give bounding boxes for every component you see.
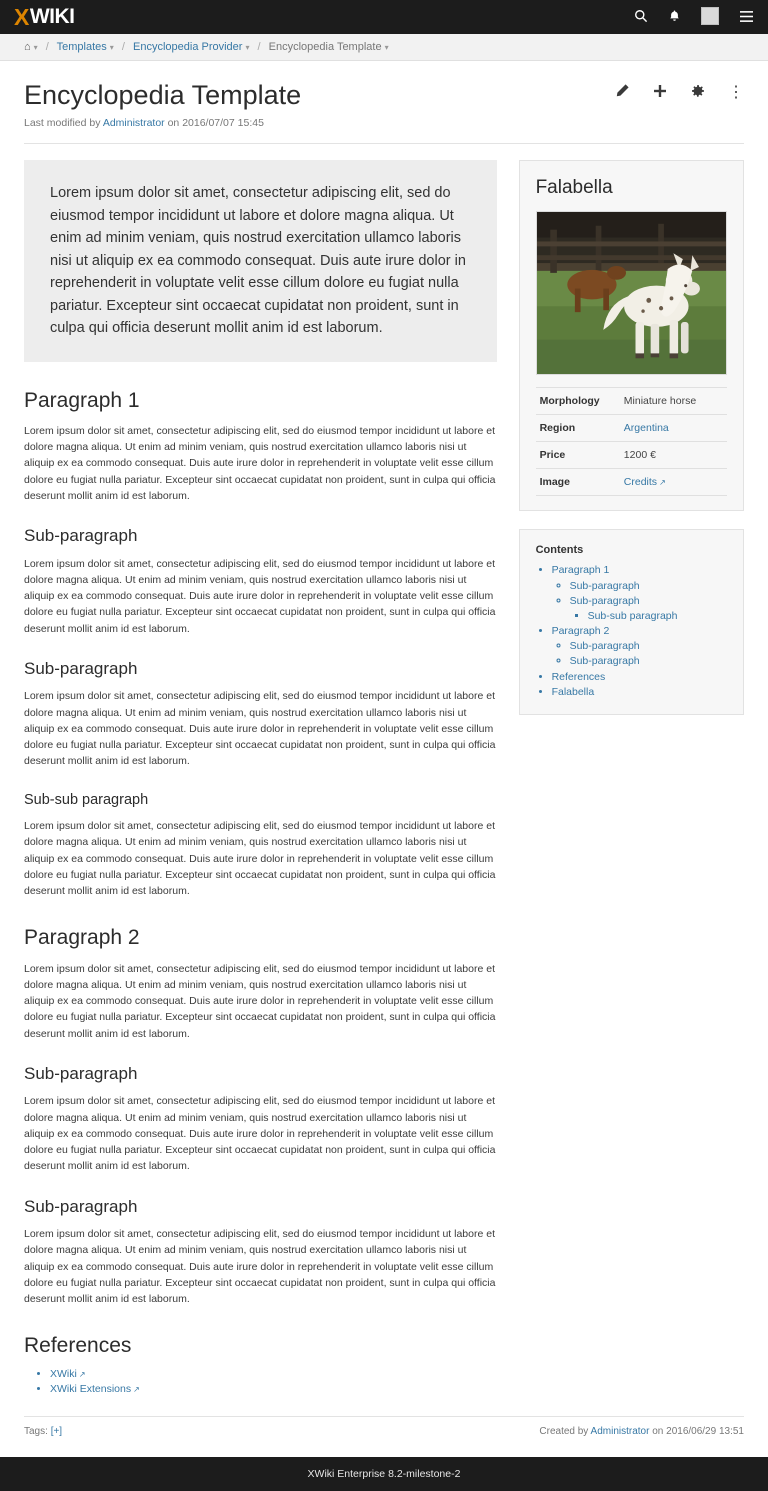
toc-link-sub-paragraph-2b[interactable]: Sub-paragraph bbox=[569, 655, 640, 668]
heading-sub-paragraph-1a: Sub-paragraph bbox=[24, 526, 138, 546]
toc-link-paragraph-2[interactable]: Paragraph 2 bbox=[551, 625, 610, 638]
table-row bbox=[536, 415, 727, 442]
property-key-region: Region bbox=[536, 415, 620, 442]
tags-label: Tags: bbox=[24, 1426, 48, 1438]
add-tag-button[interactable]: [+] bbox=[50, 1426, 63, 1438]
last-modified-author-link[interactable]: Administrator bbox=[102, 117, 165, 130]
heading-sub-paragraph-1b: Sub-paragraph bbox=[24, 658, 138, 678]
paragraph-text: Lorem ipsum dolor sit amet, consectetur adipiscing elit, sed do eiusmod tempor incididunt ut labore et dolore magna aliqua. Ut enim ad minim veniam, quis nostrud exercitation ullamco laboris nisi ut aliquip ex ea commodo consequat. Duis aute irure dolor in reprehenderit in voluptate velit esse cillum dolore eu fugiat nulla pariatur. Excepteur sint occaecat cupidatat non proident, sunt in culpa qui officia deserunt mollit anim id est laborum. bbox=[24, 820, 496, 898]
breadcrumb-caret-provider[interactable]: ▾ bbox=[245, 43, 250, 52]
list-item bbox=[552, 563, 727, 623]
document-action-bar bbox=[614, 83, 744, 103]
breadcrumb-home-caret[interactable]: ▾ bbox=[33, 43, 38, 52]
entity-info-panel bbox=[519, 160, 744, 511]
breadcrumb-caret-templates[interactable]: ▾ bbox=[109, 43, 114, 52]
property-key-morphology: Morphology bbox=[536, 388, 620, 415]
toc-link-sub-paragraph-1a[interactable]: Sub-paragraph bbox=[569, 579, 640, 592]
paragraph-text: Lorem ipsum dolor sit amet, consectetur adipiscing elit, sed do eiusmod tempor incididunt ut labore et dolore magna aliqua. Ut enim ad minim veniam, quis nostrud exercitation ullamco laboris nisi ut aliquip ex ea commodo consequat. Duis aute irure dolor in reprehenderit in voluptate velit esse cillum dolore eu fugiat nulla pariatur. Excepteur sint occaecat cupidatat non proident, sunt in culpa qui officia deserunt mollit anim id est laborum. bbox=[24, 1227, 496, 1306]
breadcrumb-separator: / bbox=[121, 41, 125, 53]
settings-gear-icon[interactable] bbox=[690, 83, 706, 103]
list-item bbox=[570, 654, 727, 668]
table-of-contents-panel bbox=[519, 529, 744, 715]
falabella-horse-image bbox=[536, 211, 727, 375]
toc-link-sub-paragraph-1b[interactable]: Sub-paragraph bbox=[569, 594, 640, 607]
list-item bbox=[552, 670, 727, 684]
paragraph-text: Lorem ipsum dolor sit amet, consectetur adipiscing elit, sed do eiusmod tempor incididunt ut labore et dolore magna aliqua. Ut enim ad minim veniam, quis nostrud exercitation ullamco laboris nisi ut aliquip ex ea commodo consequat. Duis aute irure dolor in reprehenderit in voluptate velit esse cillum dolore eu fugiat nulla pariatur. Excepteur sint occaecat cupidatat non proident, sunt in culpa qui officia deserunt mollit anim id est laborum. bbox=[24, 1095, 496, 1173]
paragraph-text: Lorem ipsum dolor sit amet, consectetur adipiscing elit, sed do eiusmod tempor incididunt ut labore et dolore magna aliqua. Ut enim ad minim veniam, quis nostrud exercitation ullamco laboris nisi ut aliquip ex ea commodo consequat. Duis aute irure dolor in reprehenderit in voluptate velit esse cillum dolore eu fugiat nulla pariatur. Excepteur sint occaecat cupidatat non proident, sunt in culpa qui officia deserunt mollit anim id est laborum. bbox=[24, 557, 496, 635]
paragraph-text: Lorem ipsum dolor sit amet, consectetur adipiscing elit, sed do eiusmod tempor incididunt ut labore et dolore magna aliqua. Ut enim ad minim veniam, quis nostrud exercitation ullamco laboris nisi ut aliquip ex ea commodo consequat. Duis aute irure dolor in reprehenderit in voluptate velit esse cillum dolore eu fugiat nulla pariatur. Excepteur sint occaecat cupidatat non proident, sunt in culpa qui officia deserunt mollit anim id est laborum. bbox=[24, 424, 496, 502]
notifications-bell-icon[interactable] bbox=[668, 9, 681, 25]
heading-paragraph-1: Paragraph 1 bbox=[24, 388, 140, 412]
table-row bbox=[536, 388, 727, 415]
property-value-price: 1200 € bbox=[620, 442, 727, 469]
toc-link-sub-sub-paragraph[interactable]: Sub-sub paragraph bbox=[587, 609, 678, 622]
list-item bbox=[552, 685, 727, 699]
breadcrumb-item-current: Encyclopedia Template bbox=[268, 41, 382, 53]
breadcrumb-separator: / bbox=[45, 41, 49, 53]
image-credits-link[interactable]: Credits ↗ bbox=[624, 476, 666, 488]
toc-link-paragraph-1[interactable]: Paragraph 1 bbox=[551, 564, 610, 577]
last-modified-prefix: Last modified by bbox=[24, 117, 101, 130]
top-navigation-bar bbox=[0, 0, 768, 34]
edit-pencil-icon[interactable] bbox=[614, 83, 630, 103]
contents-title: Contents bbox=[535, 544, 584, 557]
sidebar-column bbox=[519, 160, 744, 733]
user-avatar[interactable] bbox=[701, 7, 719, 27]
list-item bbox=[50, 1368, 497, 1380]
toc-list bbox=[536, 563, 727, 699]
breadcrumb bbox=[0, 34, 768, 61]
heading-paragraph-2: Paragraph 2 bbox=[24, 926, 140, 950]
heading-references: References bbox=[24, 1334, 132, 1358]
toc-link-references[interactable]: References bbox=[551, 670, 606, 683]
property-key-price: Price bbox=[536, 442, 620, 469]
horse-photo-illustration bbox=[537, 212, 726, 374]
toc-link-falabella[interactable]: Falabella bbox=[551, 685, 595, 698]
intro-summary-box bbox=[24, 160, 497, 361]
heading-sub-paragraph-2a: Sub-paragraph bbox=[24, 1063, 138, 1083]
entity-properties-table bbox=[536, 387, 727, 496]
breadcrumb-separator: / bbox=[257, 41, 261, 53]
breadcrumb-caret-current[interactable]: ▾ bbox=[384, 43, 389, 52]
document-footer bbox=[24, 1416, 744, 1449]
document-header bbox=[0, 61, 768, 129]
paragraph-text: Lorem ipsum dolor sit amet, consectetur adipiscing elit, sed do eiusmod tempor incididunt ut labore et dolore magna aliqua. Ut enim ad minim veniam, quis nostrud exercitation ullamco laboris nisi ut aliquip ex ea commodo consequat. Duis aute irure dolor in reprehenderit in voluptate velit esse cillum dolore eu fugiat nulla pariatur. Excepteur sint occaecat cupidatat non proident, sunt in culpa qui officia deserunt mollit anim id est laborum. bbox=[24, 962, 496, 1040]
page-title: Encyclopedia Template bbox=[24, 80, 302, 110]
table-row bbox=[536, 442, 727, 469]
site-version-text: XWiki Enterprise 8.2-milestone-2 bbox=[307, 1468, 461, 1481]
xwiki-logo[interactable] bbox=[14, 4, 75, 31]
entity-title: Falabella bbox=[535, 177, 613, 199]
toc-subsublist bbox=[570, 609, 727, 623]
add-plus-icon[interactable] bbox=[652, 83, 668, 103]
toc-sublist bbox=[552, 579, 727, 624]
last-modified-info bbox=[24, 117, 744, 129]
created-date: on 2016/06/29 13:51 bbox=[652, 1426, 744, 1438]
logo-x-mark: X bbox=[14, 3, 29, 30]
search-icon[interactable] bbox=[634, 9, 648, 25]
property-value-region bbox=[620, 415, 727, 442]
breadcrumb-item-templates[interactable]: Templates bbox=[56, 41, 107, 53]
heading-sub-paragraph-2b: Sub-paragraph bbox=[24, 1196, 138, 1216]
hamburger-menu-icon[interactable] bbox=[739, 10, 754, 25]
created-info bbox=[539, 1426, 744, 1437]
list-item bbox=[570, 579, 727, 593]
property-key-image: Image bbox=[536, 469, 620, 496]
list-item bbox=[552, 624, 727, 669]
main-content-column bbox=[24, 160, 497, 1398]
reference-link-xwiki-extensions[interactable]: XWiki Extensions ↗ bbox=[50, 1383, 140, 1395]
list-item bbox=[570, 639, 727, 653]
more-options-icon[interactable]: ⋮ bbox=[728, 84, 744, 101]
tags-area bbox=[24, 1426, 62, 1437]
list-item bbox=[570, 594, 727, 623]
heading-sub-sub-paragraph: Sub-sub paragraph bbox=[24, 791, 149, 808]
references-list bbox=[24, 1368, 497, 1395]
paragraph-text: Lorem ipsum dolor sit amet, consectetur adipiscing elit, sed do eiusmod tempor incididunt ut labore et dolore magna aliqua. Ut enim ad minim veniam, quis nostrud exercitation ullamco laboris nisi ut aliquip ex ea commodo consequat. Duis aute irure dolor in reprehenderit in voluptate velit esse cillum dolore eu fugiat nulla pariatur. Excepteur sint occaecat cupidatat non proident, sunt in culpa qui officia deserunt mollit anim id est laborum. bbox=[24, 690, 496, 768]
created-author-link[interactable]: Administrator bbox=[590, 1426, 650, 1438]
created-prefix: Created by bbox=[539, 1426, 589, 1438]
region-link[interactable]: Argentina bbox=[623, 422, 669, 435]
table-row bbox=[536, 469, 727, 496]
reference-link-xwiki[interactable]: XWiki ↗ bbox=[50, 1368, 86, 1380]
intro-text: Lorem ipsum dolor sit amet, consectetur adipiscing elit, sed do eiusmod tempor incididunt ut labore et dolore magna aliqua. Ut enim ad minim veniam, quis nostrud exercitation ullamco laboris nisi ut aliquip ex ea commodo consequat. Duis aute irure dolor in reprehenderit in voluptate velit esse cillum dolore eu fugiat nulla pariatur. Excepteur sint occaecat cupidatat non proident, sunt in culpa qui officia deserunt mollit anim id est laborum. bbox=[50, 185, 466, 337]
last-modified-date: on 2016/07/07 15:45 bbox=[167, 117, 264, 130]
breadcrumb-home-icon[interactable]: ⌂ bbox=[24, 41, 31, 53]
breadcrumb-item-encyclopedia-provider[interactable]: Encyclopedia Provider bbox=[133, 41, 243, 53]
list-item bbox=[588, 609, 727, 623]
topbar-icon-group bbox=[634, 7, 754, 27]
property-value-image bbox=[620, 469, 727, 496]
list-item bbox=[50, 1383, 497, 1395]
site-footer bbox=[0, 1457, 768, 1491]
content-area bbox=[0, 144, 768, 1398]
toc-link-sub-paragraph-2a[interactable]: Sub-paragraph bbox=[569, 640, 640, 653]
logo-text: WIKI bbox=[29, 5, 75, 28]
property-value-morphology: Miniature horse bbox=[620, 388, 727, 415]
toc-sublist bbox=[552, 639, 727, 668]
